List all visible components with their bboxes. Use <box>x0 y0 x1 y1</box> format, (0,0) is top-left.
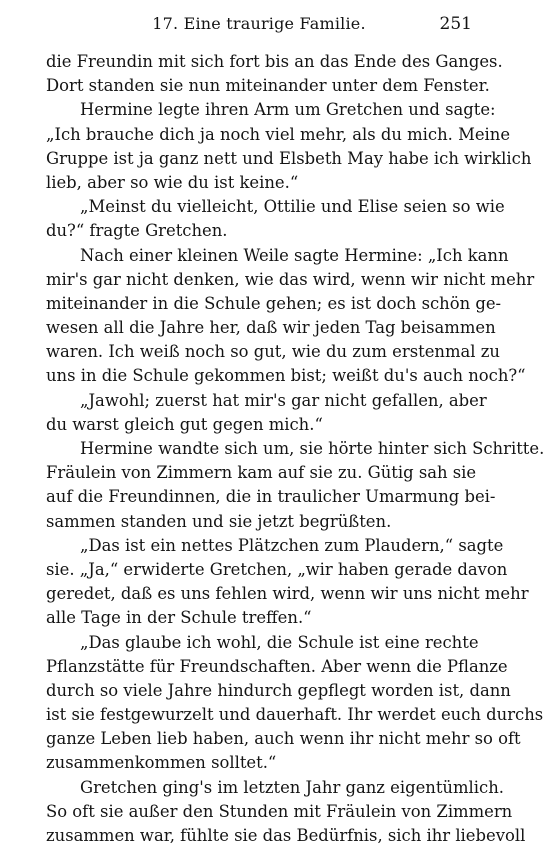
text-line: auf die Freundinnen, die in traulicher Umarmung bei- <box>46 487 496 507</box>
text-line: Dort standen sie nun miteinander unter dem Fenster. <box>46 76 490 96</box>
text-line: wesen all die Jahre her, daß wir jeden Tag beisammen <box>46 318 496 338</box>
text-line: „Meinst du vielleicht, Ottilie und Elise seien so wie <box>80 197 505 217</box>
text-line: mir's gar nicht denken, wie das wird, wenn wir nicht mehr <box>46 269 535 289</box>
text-line: „Jawohl; zuerst hat mir's gar nicht gefallen, aber <box>80 390 487 410</box>
text-line: sie. „Ja,“ erwiderte Gretchen, „wir haben gerade davon <box>46 559 508 579</box>
text-line: Gretchen ging's im letzten Jahr ganz eigentümlich. <box>80 777 504 797</box>
text-line: Hermine legte ihren Arm um Gretchen und sagte: <box>80 100 496 120</box>
text-line: zusammenkommen solltet.“ <box>46 753 277 773</box>
text-line: uns in die Schule gekommen bist; weißt du's auch noch?“ <box>46 366 526 386</box>
text-line: ganze Leben lieb haben, auch wenn ihr nicht mehr so oft <box>46 729 521 749</box>
text-line: alle Tage in der Schule treffen.“ <box>46 608 312 628</box>
text-line: „Das glaube ich wohl, die Schule ist eine rechte <box>80 632 479 652</box>
text-line: zusammen war, fühlte sie das Bedürfnis, sich ihr liebevoll <box>46 826 526 845</box>
text-line: durch so viele Jahre hindurch gepflegt worden ist, dann <box>46 680 511 700</box>
text-line: du?“ fragte Gretchen. <box>46 221 228 241</box>
chapter-title: 17. Eine traurige Familie. <box>152 14 366 33</box>
page-number: 251 <box>439 14 472 34</box>
text-line: die Freundin mit sich fort bis an das Ende des Ganges. <box>46 52 503 71</box>
text-line: miteinander in die Schule gehen; es ist doch schön ge- <box>46 293 502 313</box>
text-line: So oft sie außer den Stunden mit Fräulein von Zimmern <box>46 801 513 821</box>
body-text <box>46 50 544 848</box>
text-line: Pflanzstätte für Freundschaften. Aber wenn die Pflanze <box>46 656 508 676</box>
text-line: waren. Ich weiß noch so gut, wie du zum erstenmal zu <box>46 342 500 362</box>
text-line: Hermine wandte sich um, sie hörte hinter sich Schritte. <box>80 439 544 458</box>
text-line: Fräulein von Zimmern kam auf sie zu. Gütig sah sie <box>46 463 477 483</box>
text-line: Nach einer kleinen Weile sagte Hermine: „Ich kann <box>80 245 509 265</box>
text-line: lieb, aber so wie du ist keine.“ <box>46 172 299 192</box>
text-line: ist sie festgewurzelt und dauerhaft. Ihr werdet euch durchs <box>46 705 544 725</box>
text-line: Gruppe ist ja ganz nett und Elsbeth May habe ich wirklich <box>46 148 532 168</box>
running-header <box>46 14 472 40</box>
text-line: du warst gleich gut gegen mich.“ <box>46 414 323 434</box>
text-line: „Ich brauche dich ja noch viel mehr, als du mich. Meine <box>46 124 511 144</box>
text-line: sammen standen und sie jetzt begrüßten. <box>46 511 392 531</box>
text-line: geredet, daß es uns fehlen wird, wenn wir uns nicht mehr <box>46 584 529 604</box>
text-line: „Das ist ein nettes Plätzchen zum Plaudern,“ sagte <box>80 535 504 555</box>
